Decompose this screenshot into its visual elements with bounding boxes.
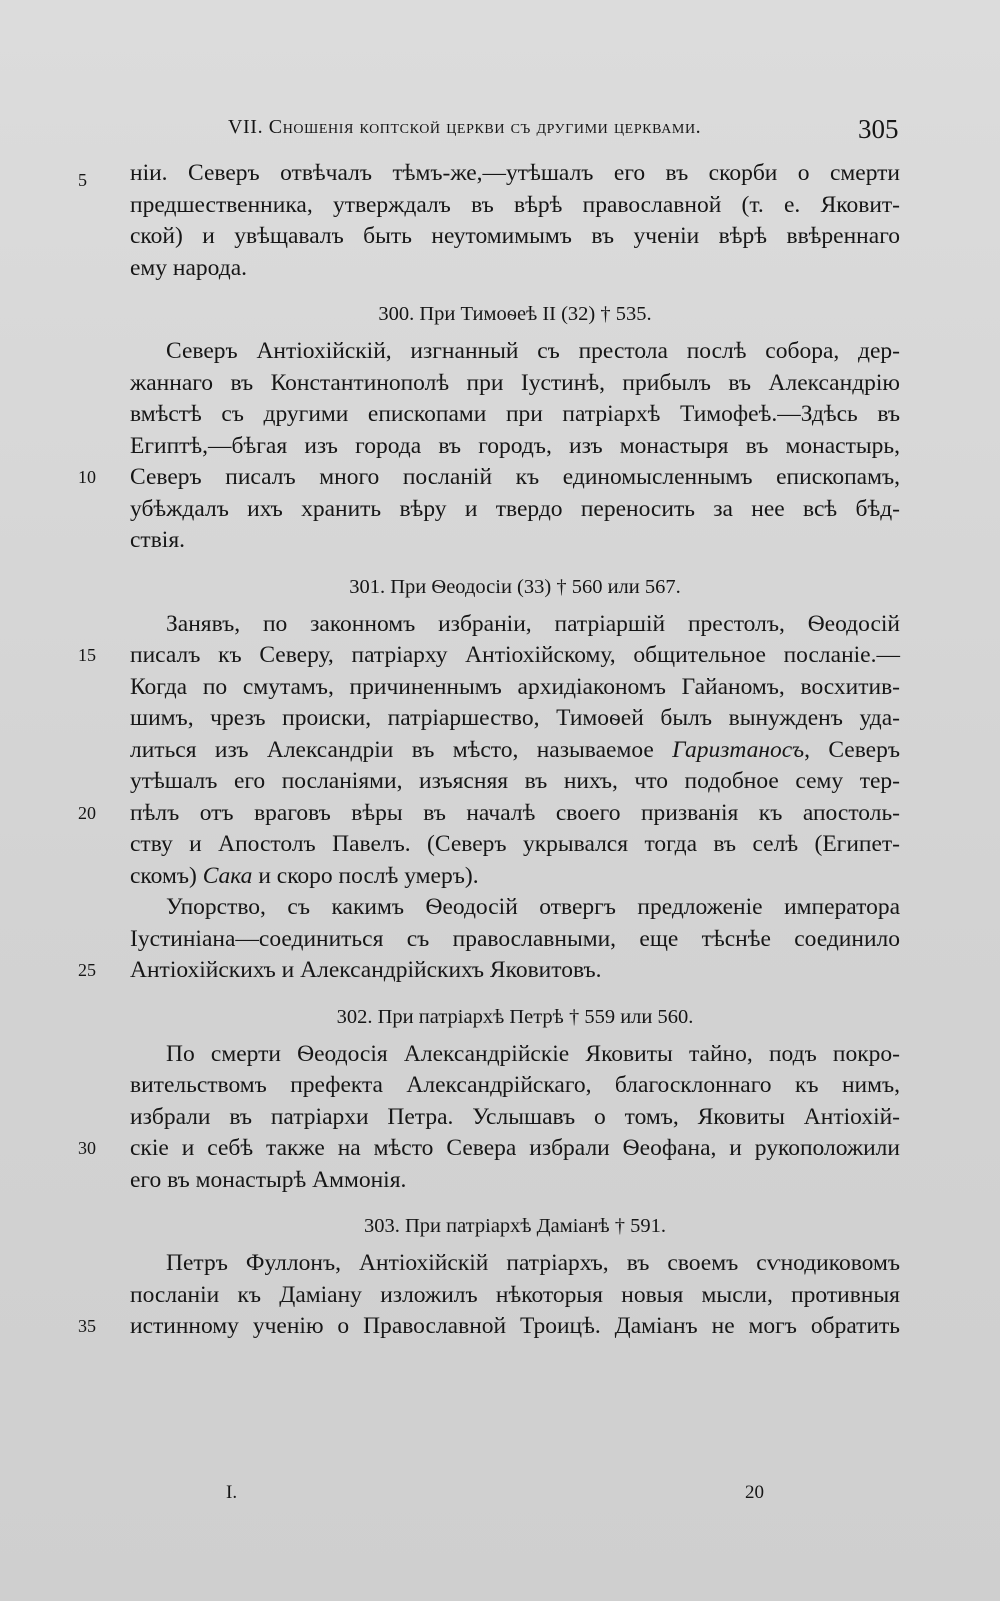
line-text: По смерти Ѳеодосія Александрійскіе Яковиты тайно, подъ покро- bbox=[166, 1040, 900, 1067]
line-text: вительствомъ префекта Александрійскаго, благосклоннаго къ нимъ, bbox=[130, 1072, 900, 1098]
running-header bbox=[0, 108, 1000, 158]
running-title: VII. Сношенія коптской церкви съ другими церквами. bbox=[228, 116, 702, 138]
heading-spacer bbox=[130, 557, 900, 565]
text-line bbox=[78, 955, 900, 987]
line-text: убѣждалъ ихъ хранить вѣру и твердо переносить за нее всѣ бѣд- bbox=[130, 495, 900, 522]
line-text: 303. При патріархѣ Даміанѣ † 591. bbox=[363, 1215, 667, 1237]
margin-line-number: 15 bbox=[78, 645, 96, 665]
section-heading bbox=[130, 565, 900, 609]
text-line bbox=[130, 672, 900, 704]
line-text: писалъ къ Северу, патріарху Антіохійскому, общительное посланіе.— bbox=[130, 642, 900, 668]
body-text bbox=[78, 158, 901, 1343]
line-text: 302. При патріархѣ Петрѣ † 559 или 560. bbox=[336, 1005, 694, 1028]
text-line bbox=[130, 399, 900, 431]
line-text: Занявъ, по законномъ избраніи, патріаршій престолъ, Ѳеодосій bbox=[166, 610, 900, 637]
text-line bbox=[130, 829, 900, 861]
italic-place-name: Гаризтаносъ bbox=[672, 736, 805, 763]
text-line bbox=[130, 336, 900, 368]
line-text: Египтѣ,—бѣгая изъ города въ городъ, изъ монастыря въ монастырь, bbox=[130, 432, 900, 459]
line-text: ству и Апостолъ Павелъ. (Северъ укрывался тогда въ селѣ (Египет- bbox=[130, 831, 900, 857]
text-line bbox=[130, 1248, 900, 1280]
line-text: ской) и увѣщавалъ быть неутомимымъ въ ученіи вѣрѣ ввѣреннаго bbox=[130, 223, 900, 249]
line-text: шимъ, чрезъ происки, патріаршество, Тимоѳей былъ вынужденъ уда- bbox=[130, 705, 900, 731]
italic-place-name: Сака bbox=[202, 862, 253, 889]
section-heading bbox=[130, 1204, 900, 1248]
text-line bbox=[130, 1070, 900, 1102]
text-line bbox=[130, 766, 900, 798]
text-line bbox=[78, 462, 900, 494]
line-text: избрали въ патріархи Петра. Услышавъ о томъ, Яковиты Антіохій- bbox=[130, 1103, 900, 1130]
text-line bbox=[130, 158, 900, 190]
margin-line-number: 35 bbox=[78, 1316, 96, 1336]
line-text: ему народа. bbox=[130, 254, 248, 281]
text-line bbox=[130, 1165, 900, 1197]
text-line bbox=[130, 892, 900, 924]
line-text: истинному ученію о Православной Троицѣ. Даміанъ не могъ обратить bbox=[130, 1313, 900, 1339]
line-text: ствія. bbox=[130, 527, 186, 553]
line-text: Когда по смутамъ, причиненнымъ архидіакономъ Гайаномъ, восхитив- bbox=[130, 673, 900, 700]
heading-spacer bbox=[130, 1196, 900, 1204]
text-line bbox=[130, 703, 900, 735]
text-line bbox=[130, 368, 900, 400]
heading-spacer bbox=[130, 987, 900, 995]
text-line bbox=[78, 640, 900, 672]
text-line bbox=[130, 1039, 900, 1071]
text-line bbox=[130, 190, 900, 222]
text-line bbox=[130, 1102, 900, 1134]
text-line bbox=[78, 798, 900, 830]
line-text-continued: и скоро послѣ умеръ). bbox=[252, 862, 479, 889]
text-line bbox=[130, 494, 900, 526]
text-line bbox=[130, 735, 900, 767]
line-text: скомъ) bbox=[130, 862, 197, 889]
line-text: Северъ Антіохійскій, изгнанный съ престола послѣ собора, дер- bbox=[166, 338, 900, 364]
margin-line-number: 10 bbox=[78, 467, 96, 487]
line-text: Северъ писалъ много посланій къ единомысленнымъ епископамъ, bbox=[130, 464, 900, 490]
line-text: вмѣстѣ съ другими епископами при патріархѣ Тимофеѣ.—Здѣсь въ bbox=[130, 401, 900, 427]
margin-line-number: 20 bbox=[78, 802, 96, 823]
line-text: пѣлъ отъ враговъ вѣры въ началѣ своего призванія къ апостоль- bbox=[130, 799, 900, 826]
printer-signature-mark: I. bbox=[226, 1482, 238, 1503]
text-line bbox=[130, 525, 900, 557]
text-line bbox=[78, 1133, 900, 1165]
line-text: предшественника, утверждалъ въ вѣрѣ православной (т. е. Яковит- bbox=[130, 191, 900, 218]
text-line bbox=[130, 924, 900, 956]
margin-line-number: 30 bbox=[78, 1138, 96, 1158]
text-line bbox=[130, 221, 900, 253]
line-text: Упорство, съ какимъ Ѳеодосій отвергъ предложеніе императора bbox=[166, 894, 900, 920]
line-text: жаннаго въ Константинополѣ при Іустинѣ, прибылъ въ Александрію bbox=[130, 369, 900, 396]
line-text: скіе и себѣ также на мѣсто Севера избрали Ѳеофана, и рукоположили bbox=[130, 1135, 900, 1161]
text-line bbox=[130, 861, 900, 893]
line-text-continued: , Северъ bbox=[804, 736, 901, 763]
line-text: Іустиніана—соединиться съ православными, еще тѣснѣе соединило bbox=[130, 925, 900, 952]
sheet-signature-number: 20 bbox=[745, 1482, 764, 1503]
margin-line-number: 5 bbox=[78, 170, 87, 190]
heading-spacer bbox=[130, 284, 900, 292]
line-text: литься изъ Александріи въ мѣсто, называемое bbox=[130, 736, 654, 763]
text-line bbox=[130, 1280, 900, 1312]
line-text: 300. При Тимоѳеѣ II (32) † 535. bbox=[378, 303, 652, 325]
page-number: 305 bbox=[858, 114, 899, 144]
text-line bbox=[130, 253, 900, 285]
text-line bbox=[130, 431, 900, 463]
line-text: посланіи къ Даміану изложилъ нѣкоторыя новыя мысли, противныя bbox=[130, 1281, 900, 1308]
line-text: утѣшалъ его посланіями, изъясняя въ нихъ, что подобное сему тер- bbox=[130, 768, 900, 794]
line-text: 301. При Ѳеодосіи (33) † 560 или 567. bbox=[349, 575, 681, 598]
line-text: Антіохійскихъ и Александрійскихъ Яковитовъ. bbox=[130, 957, 602, 983]
text-line bbox=[78, 1311, 900, 1343]
line-text: его въ монастырѣ Аммонія. bbox=[130, 1166, 407, 1193]
line-text: ніи. Северъ отвѣчалъ тѣмъ-же,—утѣшалъ его въ скорби о смерти bbox=[130, 160, 900, 186]
section-heading bbox=[130, 995, 900, 1039]
margin-line-number: 25 bbox=[78, 960, 96, 980]
text-line bbox=[130, 609, 900, 641]
line-text: Петръ Фуллонъ, Антіохійскій патріархъ, въ своемъ сѵнодиковомъ bbox=[166, 1250, 900, 1276]
